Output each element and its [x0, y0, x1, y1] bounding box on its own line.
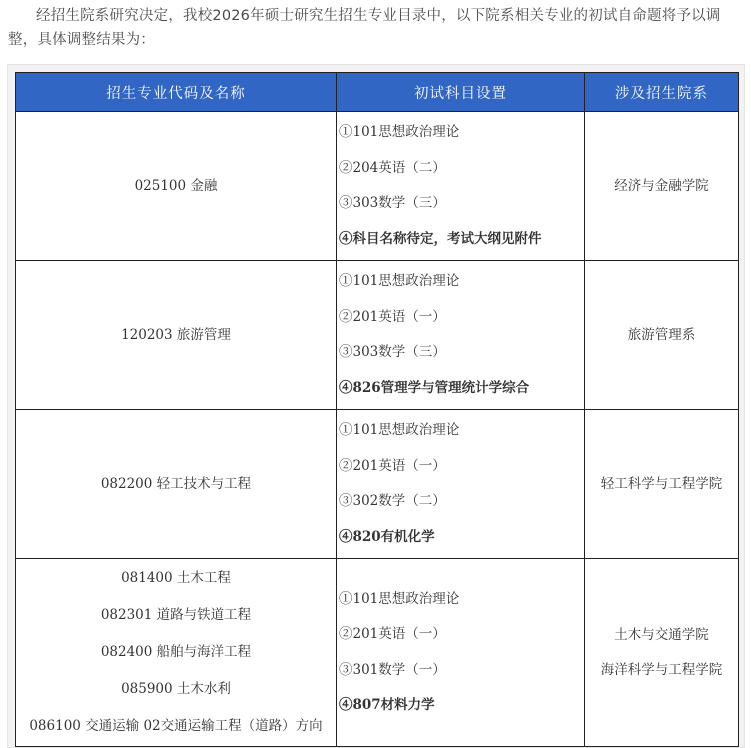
major-cell — [16, 261, 337, 410]
department-cell — [585, 112, 739, 261]
major-item: 120203 旅游管理 — [121, 326, 231, 343]
subject-item: ④826管理学与管理统计学综合 — [339, 379, 530, 396]
subject-item: ④807材料力学 — [339, 697, 435, 713]
department-item: 轻工科学与工程学院 — [600, 475, 723, 492]
subject-item: ②201英语（一） — [339, 626, 446, 642]
intro-text: 经招生院系研究决定，我校2026年硕士研究生招生专业目录中，以下院系相关专业的初试自命题将予以调整，具体调整结果为： — [8, 8, 721, 48]
header-subjects: 初试科目设置 — [337, 73, 585, 112]
subject-item: ③303数学（三） — [339, 195, 446, 211]
major-cell — [16, 410, 337, 559]
department-item: 海洋科学与工程学院 — [600, 661, 723, 678]
header-major: 招生专业代码及名称 — [16, 73, 337, 112]
subject-item: ②201英语（一） — [339, 457, 446, 474]
table-row — [16, 112, 739, 261]
subject-item: ①101思想政治理论 — [339, 590, 460, 607]
table-row — [16, 410, 739, 559]
major-cell — [16, 112, 337, 261]
major-item: 081400 土木工程 — [121, 570, 231, 586]
subject-item: ②201英语（一） — [339, 308, 446, 325]
subject-item: ①101思想政治理论 — [339, 273, 460, 289]
department-cell — [585, 559, 739, 747]
major-item: 025100 金融 — [134, 177, 218, 194]
subject-item: ②204英语（二） — [339, 159, 446, 176]
department-cell — [585, 410, 739, 559]
department-item: 经济与金融学院 — [614, 177, 709, 194]
department-item: 土木与交通学院 — [614, 626, 709, 643]
department-cell — [585, 261, 739, 410]
subject-item: ③301数学（一） — [339, 661, 446, 678]
table-container — [7, 64, 745, 748]
major-cell — [16, 559, 337, 747]
subject-item: ①101思想政治理论 — [339, 124, 460, 140]
table-row — [16, 559, 739, 747]
adjustment-table — [15, 72, 739, 747]
major-item: 082200 轻工技术与工程 — [100, 475, 252, 492]
subjects-cell — [337, 112, 585, 261]
major-item: 086100 交通运输 02交通运输工程（道路）方向 — [29, 718, 323, 734]
subject-item: ③302数学（二） — [339, 493, 446, 509]
subject-item: ③303数学（三） — [339, 344, 446, 360]
subject-item: ④820有机化学 — [339, 528, 435, 545]
subject-item: ①101思想政治理论 — [339, 422, 460, 438]
major-item: 082301 道路与铁道工程 — [100, 607, 252, 623]
subject-item: ④科目名称待定，考试大纲见附件 — [339, 230, 542, 247]
subjects-cell — [337, 410, 585, 559]
major-item: 082400 船舶与海洋工程 — [100, 644, 252, 660]
intro-paragraph — [8, 4, 746, 52]
major-item: 085900 土木水利 — [121, 681, 231, 697]
subjects-cell — [337, 559, 585, 747]
subjects-cell — [337, 261, 585, 410]
header-department: 涉及招生院系 — [585, 73, 739, 112]
table-row — [16, 261, 739, 410]
department-item: 旅游管理系 — [627, 326, 696, 343]
table-header-row — [16, 73, 739, 112]
